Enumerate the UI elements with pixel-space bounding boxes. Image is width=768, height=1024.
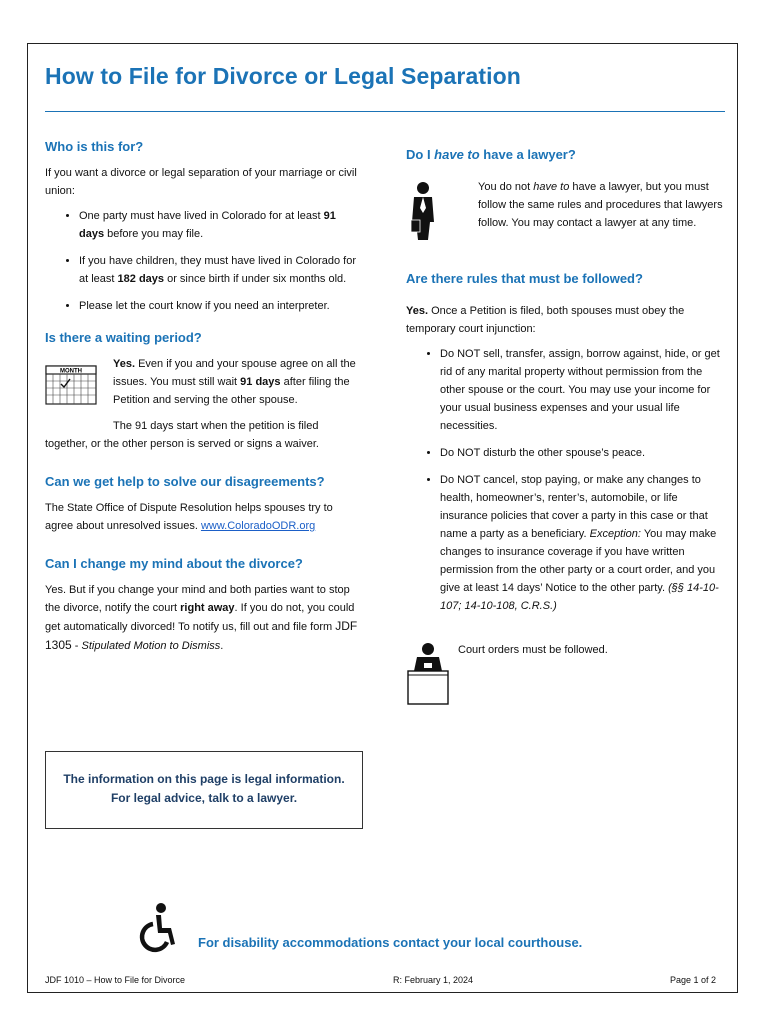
legal-info-notice [45, 751, 363, 829]
who-b1-text: One party must have lived in Colorado for at least [79, 210, 324, 222]
court-orders-text: Court orders must be followed. [458, 644, 608, 656]
help-text [45, 499, 360, 535]
lawyer-t1: You do not [478, 181, 534, 193]
accessibility-text: For disability accommodations contact your local courthouse. [198, 935, 583, 950]
footer-form-id: JDF 1010 – How to File for Divorce [45, 975, 186, 985]
change-italic: Stipulated Motion to Dismiss [81, 640, 221, 652]
change-t3: - [71, 640, 82, 652]
change-t4: . [220, 640, 224, 652]
who-b1-bold: 91 days [79, 210, 336, 240]
calendar-label: MONTH [60, 368, 82, 375]
who-list [45, 207, 360, 315]
accessibility-icon [137, 902, 179, 959]
judge-svg [406, 641, 450, 705]
calendar-icon [45, 355, 105, 411]
rules-heading: Are there rules that must be followed? [406, 271, 643, 286]
waiting-t1: Even if you and your spouse agree on all the issues. You must still wait [113, 358, 356, 388]
section-help [45, 473, 360, 535]
lawyer-block [406, 178, 726, 248]
help-heading: Can we get help to solve our disagreements? [45, 474, 325, 489]
section-change [45, 555, 360, 655]
section-lawyer [406, 146, 726, 248]
section-who [45, 138, 360, 315]
change-form: JDF 1305 [45, 619, 358, 652]
rules-b3-citation: (§§ 14-10-107; 14-10-108, C.R.S.) [440, 582, 719, 612]
section-waiting [45, 329, 360, 453]
lawyer-svg [406, 180, 440, 242]
change-t1: Yes. But if you change your mind and both parties want to stop the divorce, notify the court [45, 584, 350, 614]
wheelchair-svg [137, 902, 179, 954]
lawyer-text [478, 178, 726, 232]
right-column [406, 146, 726, 711]
waiting-bold: 91 days [240, 376, 281, 388]
who-intro: If you want a divorce or legal separation of your marriage or civil union: [45, 167, 357, 197]
who-b3-text: Please let the court know if you need an interpreter. [79, 300, 330, 312]
change-t2: . If you do not, you could get automatically divorced! To notify us, fill out and file form [45, 602, 355, 633]
who-b2-post: or since birth if under six months old. [164, 273, 347, 285]
list-item: • Do NOT sell, transfer, assign, borrow against, hide, or get rid of any marital property without permission from the other spouse or the court. You may use your income for your usual business expenses and your usual life necessities. [440, 345, 726, 435]
lawyer-h-italic: have to [434, 147, 480, 162]
rules-list [406, 345, 726, 615]
rules-yes: Yes. [406, 305, 429, 317]
footer-page: Page 1 of 2 [670, 975, 717, 985]
page-title: How to File for Divorce or Legal Separation [45, 63, 521, 89]
list-item [79, 207, 360, 243]
title-divider [45, 111, 725, 112]
waiting-yes: Yes. [113, 358, 136, 370]
who-b2-bold: 182 days [117, 273, 165, 285]
lawyer-t2: have a lawyer, but you must follow the same rules and procedures that lawyers follow. You may contact a lawyer at any time. [478, 181, 723, 229]
waiting-text [113, 355, 360, 409]
odr-link[interactable]: www.ColoradoODR.org [200, 520, 316, 532]
help-body: The State Office of Dispute Resolution helps spouses try to agree about unresolved issues. [45, 502, 333, 532]
lawyer-h-post: have a lawyer? [479, 147, 576, 162]
list-item: • Do NOT disturb the other spouse’s peace. [440, 444, 726, 462]
change-text [45, 581, 360, 655]
left-column [45, 138, 360, 655]
waiting-block [45, 355, 360, 411]
list-item [440, 471, 726, 615]
footer-revision: R: February 1, 2024 [393, 975, 474, 985]
section-court-orders [406, 641, 726, 711]
lawyer-heading [406, 146, 726, 164]
change-bold: right away [180, 602, 235, 614]
notice-line-2: For legal advice, talk to a lawyer. [110, 791, 298, 805]
waiting-heading: Is there a waiting period? [45, 330, 202, 345]
who-b1-post: before you may file. [104, 228, 204, 240]
waiting-p2: The 91 days start when the petition is filed together, or the other person is served or signs a waiver. [45, 420, 319, 450]
who-b2-text: If you have children, they must have lived in Colorado for at least [79, 255, 356, 285]
list-item [79, 252, 360, 288]
lawyer-italic: have to [533, 181, 570, 193]
who-heading: Who is this for? [45, 139, 144, 154]
waiting-t2: after filing the Petition and serving the other spouse. [113, 376, 350, 406]
rules-b3-mid: You may make changes to insurance coverage if you have written permission from the other party or a court order, and you give at least 14 days’ Notice to the other party. [440, 528, 717, 594]
rules-b3-exception: Exception: [589, 528, 641, 540]
section-rules [406, 270, 726, 615]
rules-b3-pre: Do NOT cancel, stop paying, or make any changes to health, homeowner’s, renter’s, automobile, or life insurance policies that cover a party in this case or that name a party as a beneficiary. [440, 474, 708, 540]
rules-intro [406, 302, 726, 338]
judge-icon [406, 641, 458, 711]
list-item [79, 297, 360, 315]
lawyer-h-pre: Do I [406, 147, 435, 162]
notice-line-1: The information on this page is legal information. [63, 772, 345, 786]
change-heading: Can I change my mind about the divorce? [45, 556, 303, 571]
calendar-svg [45, 365, 97, 405]
rules-intro-text: Once a Petition is filed, both spouses must obey the temporary court injunction: [406, 305, 685, 335]
lawyer-icon [406, 178, 478, 248]
